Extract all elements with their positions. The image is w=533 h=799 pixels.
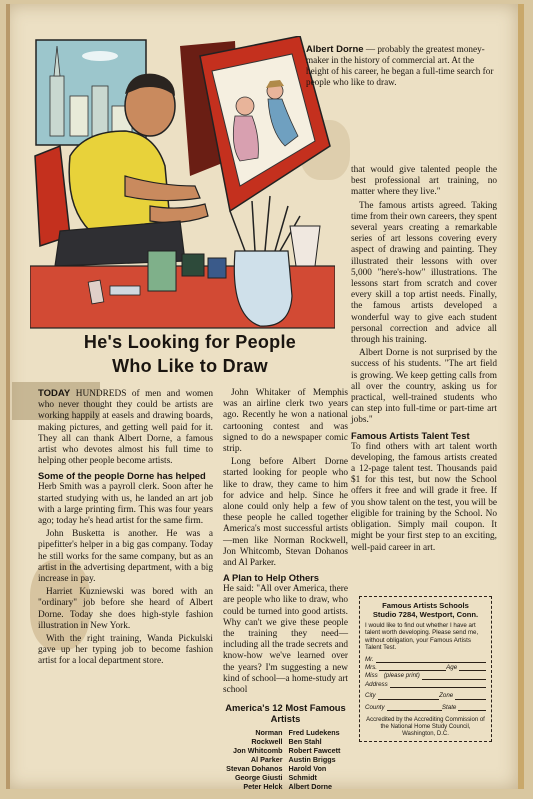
- paragraph: Harriet Kuzniewski was bored with an "ordinary" job before she heard of Albert Dorne. Today she does high-style fashion illustration in New York.: [38, 587, 213, 631]
- coupon-studio-address: Studio 7284, Westport, Conn.: [372, 610, 479, 619]
- coupon-body: I would like to find out whether I have art talent worth developing. Please send me, without obligation, your Famous Artists Talent Test.: [365, 622, 479, 652]
- paragraph: John Busketta is another. He was a pipefitter's helper in a big gas company. Today he still works for the same company, but as an artist in the advertising department, with a big increase in pay.: [38, 529, 213, 585]
- caption-name: Albert Dorne: [306, 44, 364, 55]
- field-rule: [387, 704, 442, 711]
- artist-name: Fred Ludekens: [288, 728, 340, 738]
- coupon-address-line[interactable]: [365, 681, 486, 688]
- field-label-mr: Mr.: [365, 655, 374, 663]
- paragraph: that would give talented people the best professional art training, no matter where they live.": [351, 165, 497, 198]
- paragraph: He said: "All over America, there are people who like to draw, who could be turned into good artists. Why can't we give these people the training they need—including all the trade secrets and know-how we've learned over the years? I'm suggesting a new kind of school—a home-study art school: [223, 584, 348, 696]
- field-label-miss: Miss: [365, 672, 378, 680]
- artist-name: Jon Whitcomb: [232, 746, 283, 756]
- caption-text: — probably the greatest money-maker in the history of commercial art. At the height of his career, he began a full-time search for people who like to draw.: [306, 44, 494, 87]
- famous-artists-title: America's 12 Most Famous Artists: [225, 702, 346, 725]
- paragraph: The famous artists agreed. Taking time from their own careers, they spent several years creating a remarkable series of art lessons covering every aspect of drawing and painting. They illustrated their lessons with over 5,000 "here's-how" illustrations. The lessons start from scratch and cover every skill a top artist needs. Finally, the famous artists developed a wonderful way to give each student personal correction and advice all through his training.: [351, 200, 497, 346]
- field-rule: [376, 656, 486, 663]
- subhead-plan: A Plan to Help Others: [223, 572, 320, 584]
- headline-line-2: Who Like to Draw: [112, 356, 268, 376]
- field-label-state: State: [441, 703, 457, 711]
- coupon-name-age-line[interactable]: [365, 664, 486, 671]
- field-rule: [458, 704, 486, 711]
- field-label-zone: Zone: [439, 692, 454, 700]
- paragraph: Long before Albert Dorne started looking for people who like to draw, they came to him for advice and help. Since he alone could only help a few of these people he called together America's most successful artists—men like Norman Rockwell, Jon Whitcomb, Stevan Dohanos and Al Parker.: [223, 457, 348, 569]
- artists-right: [289, 728, 349, 791]
- artist-name: Al Parker: [250, 755, 283, 765]
- paragraph: Herb Smith was a payroll clerk. Soon after he started studying with us, he landed an art job with a large printing firm. This was four years ago; today he's head artist for the same firm.: [38, 482, 213, 527]
- paragraph-text: HUNDREDS of men and women who never thought they could be artists are working happily at easels and drawing boards, making pictures, and getting well paid for it. They all can thank Albert Dorne, a famous artist who devotes almost his full time to helping other people become artists.: [38, 389, 213, 467]
- field-rule: [378, 693, 439, 700]
- coupon-school-name: Famous Artists Schools: [382, 601, 469, 610]
- field-label-county: County: [365, 703, 385, 711]
- artist-name: Peter Helck: [243, 782, 283, 792]
- artist-name: George Giusti: [234, 773, 283, 783]
- field-rule: [422, 673, 486, 680]
- mail-coupon[interactable]: [359, 596, 492, 742]
- artist-name: Austin Briggs: [288, 755, 336, 765]
- article-column-3: [351, 165, 497, 556]
- field-label-age: Age: [446, 664, 458, 672]
- artist-name: Robert Fawcett: [288, 746, 341, 756]
- artist-name: Norman Rockwell: [251, 728, 283, 747]
- artist-name: Albert Dorne: [288, 782, 333, 792]
- coupon-county-line[interactable]: [365, 704, 486, 711]
- artists-list: [223, 728, 348, 791]
- albert-dorne-illustration: [30, 36, 335, 331]
- coupon-miss-line[interactable]: [365, 672, 486, 679]
- field-rule: [390, 681, 486, 688]
- page-spine: [6, 4, 10, 789]
- artist-name: Harold Von Schmidt: [288, 764, 327, 783]
- field-label-city: City: [365, 692, 376, 700]
- paragraph: John Whitaker of Memphis was an airline clerk two years ago. Recently he won a national cartooning contest and was signed to do a newspaper comic strip.: [223, 388, 348, 455]
- paragraph: [38, 388, 213, 467]
- headline: [40, 330, 340, 378]
- illustration-caption: [306, 44, 496, 88]
- artist-name: Stevan Dohanos: [226, 764, 283, 774]
- artist-name: Ben Stahl: [288, 737, 322, 747]
- paragraph: With the right training, Wanda Pickulski gave up her typing job to become fashion artist for a local department store.: [38, 634, 213, 667]
- coupon-city-line[interactable]: [365, 692, 486, 699]
- field-label-print: (please print): [383, 672, 420, 680]
- drop-cap: TODAY: [38, 388, 71, 399]
- field-rule: [455, 693, 486, 700]
- coupon-name-line[interactable]: [365, 656, 486, 663]
- headline-line-1: He's Looking for People: [83, 332, 297, 352]
- field-rule: [459, 664, 486, 671]
- field-label-mrs: Mrs.: [365, 664, 378, 672]
- article-column-1: [38, 388, 213, 670]
- paragraph: Albert Dorne is not surprised by the success of his students. "The art field is growing. We keep getting calls from all over the country, asking us for practical, well-trained students who can step into full-time or part-time art jobs.": [351, 348, 497, 426]
- subhead-talent-test: Famous Artists Talent Test: [351, 429, 470, 441]
- coupon-accreditation: Accredited by the Accrediting Commission of the National Home Study Council, Washington, D.C.: [366, 717, 485, 738]
- field-rule: [379, 664, 446, 671]
- artists-left: [223, 728, 283, 791]
- article-column-2: [223, 388, 348, 791]
- field-label-address: Address: [365, 680, 388, 688]
- subhead-people-helped: Some of the people Dorne has helped: [38, 470, 206, 482]
- paragraph: To find others with art talent worth developing, the famous artists created a 12-page talent test. Thousands paid $1 for this test, but now the School offers it free and will grade it free. If you show talent on the test, you will be eligible for training by the School. No obligation. Simply mail coupon. It might be your first step to an exciting, well-paid career in art.: [351, 441, 497, 553]
